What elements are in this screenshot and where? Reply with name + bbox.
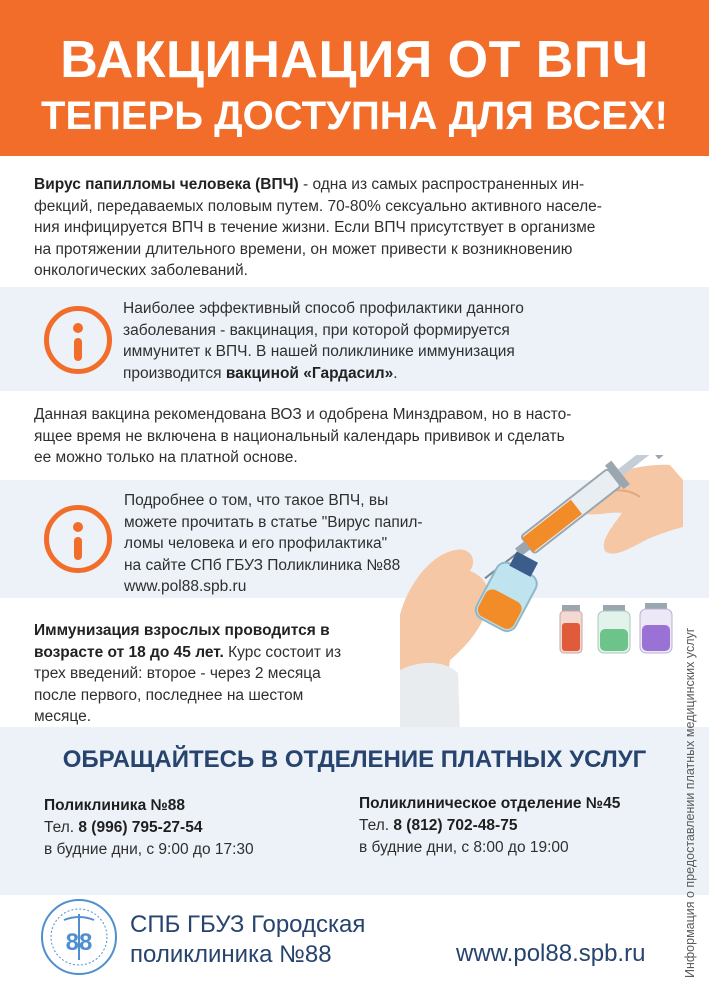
info-icon [44,306,112,374]
small-vial-purple-icon [640,603,672,653]
clinic-phone-line: Тел. 8 (812) 702-48-75 [359,817,518,834]
intro-line: на протяжении длительного времени, он может привести к возникновению [34,240,573,258]
schedule-line: месяце. [34,708,92,725]
clinic-phone-line: Тел. 8 (996) 795-27-54 [44,819,203,836]
clinic-logo-icon [40,898,118,976]
clinic-name: Поликлиника №88 [44,797,186,814]
note-line: ее можно только на платной основе. [34,449,298,466]
logo-number: 88 [65,929,93,956]
clinic-hours: в будние дни, с 9:00 до 17:30 [44,841,254,858]
info-line: заболевания - вакцинация, при которой формируется [123,321,510,339]
website-link[interactable]: www.pol88.spb.ru [124,578,247,595]
clinic-phone[interactable]: 8 (996) 795-27-54 [78,819,203,836]
header-banner [0,0,709,156]
schedule-line: Иммунизация взрослых проводится в [34,622,330,639]
info-line: иммунитет к ВПЧ. В нашей поликлинике иммунизация [123,343,515,360]
schedule-line: после первого, последнее на шестом [34,686,304,704]
intro-line: фекций, передаваемых половым путем. 70-80% сексуально активного населе- [34,197,602,215]
schedule-paragraph [34,620,394,728]
syringe-vaccine-illustration [400,455,683,733]
intro-line: ния инфицируется ВПЧ в течение жизни. Если ВПЧ присутствует в организме [34,219,596,236]
info-line: ломы человека и его профилактика" [124,535,388,552]
info-line: можете прочитать в статье "Вирус папил- [124,513,423,531]
info-line: производится вакциной «Гардасил». [123,364,398,382]
clinic-card-45 [359,793,620,859]
note-line: Данная вакцина рекомендована ВОЗ и одобрена Минздравом, но в насто- [34,406,572,423]
clinic-hours: в будние дни, с 8:00 до 19:00 [359,839,569,856]
info-line: на сайте СПб ГБУЗ Поликлиника №88 [124,556,401,574]
clinic-card-88 [44,795,254,861]
info-line: Наиболее эффективный способ профилактики данного [123,300,524,317]
footer-organization: СПБ ГБУЗ Городская поликлиника №88 [130,911,366,968]
info-line: Подробнее о том, что такое ВПЧ, вы [124,492,389,509]
small-vial-green-icon [598,605,630,653]
clinic-name: Поликлиническое отделение №45 [359,795,621,812]
small-vial-red-icon [560,605,582,653]
schedule-line: возрасте от 18 до 45 лет. Курс состоит из [34,643,342,661]
intro-line: онкологических заболеваний. [34,262,248,279]
clinic-phone[interactable]: 8 (812) 702-48-75 [393,817,518,834]
info-vaccination-text [123,298,663,384]
footer-website-link[interactable]: www.pol88.spb.ru [456,940,646,967]
intro-paragraph [34,174,674,282]
intro-line: Вирус папилломы человека (ВПЧ) - одна из самых распространенных ин- [34,176,585,193]
note-line: ящее время не включена в национальный календарь прививок и сделать [34,427,565,445]
vertical-note: Информация о предоставлении платных медицинских услуг [683,627,697,978]
schedule-line: трех введений: второе - через 2 месяца [34,665,321,682]
page-title-line1: ВАКЦИНАЦИЯ ОТ ВПЧ [60,31,649,89]
info-icon [44,505,112,573]
contacts-title: ОБРАЩАЙТЕСЬ В ОТДЕЛЕНИЕ ПЛАТНЫХ УСЛУГ [62,746,647,773]
page-title-line2: ТЕПЕРЬ ДОСТУПНА ДЛЯ ВСЕХ! [41,94,668,138]
